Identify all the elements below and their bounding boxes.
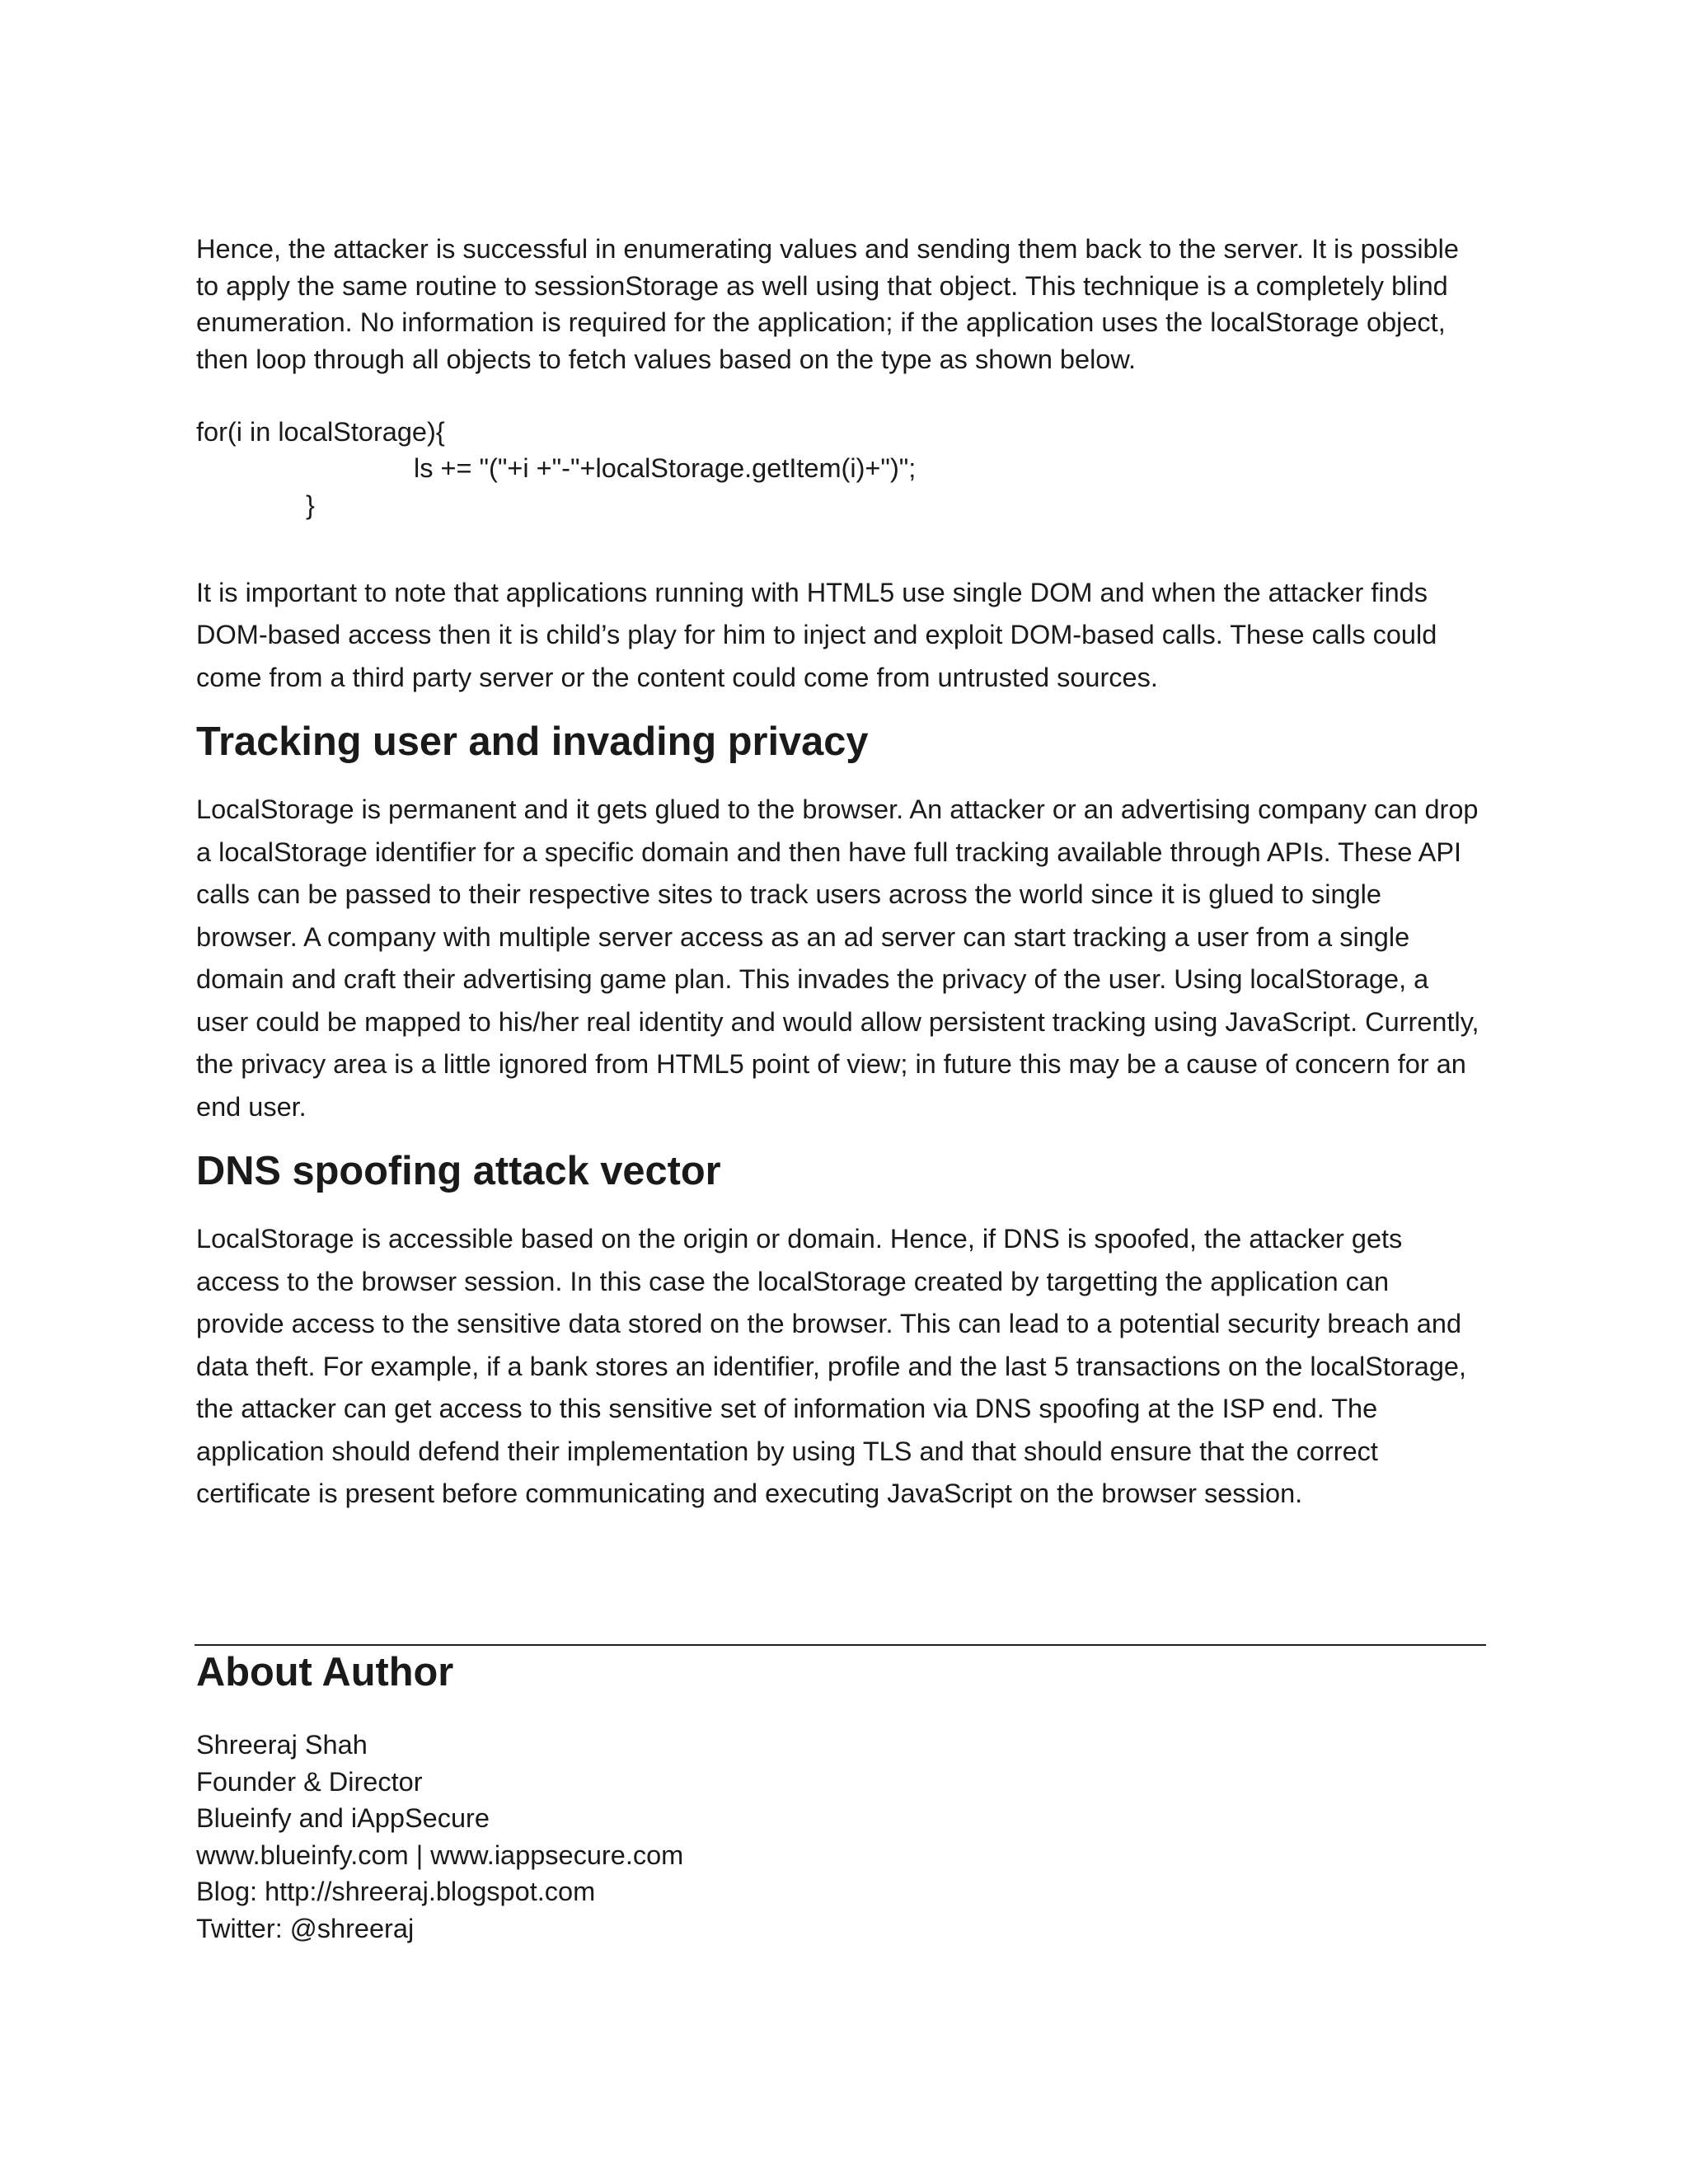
author-company: Blueinfy and iAppSecure: [196, 1803, 490, 1834]
author-name: Shreeraj Shah: [196, 1730, 368, 1760]
about-author-heading: About Author: [196, 1650, 454, 1694]
author-blog[interactable]: Blog: http://shreeraj.blogspot.com: [196, 1877, 596, 1907]
author-twitter[interactable]: Twitter: @shreeraj: [196, 1913, 415, 1943]
article-body: [196, 231, 1482, 1516]
about-author-section: [196, 1650, 1482, 1947]
dns-paragraph: LocalStorage is accessible based on the origin or domain. Hence, if DNS is spoofed, the attacker gets access to the browser session. In this case the localStorage created by targetting the application can provide access to the sensitive data stored on the browser. This can lead to a potential security breach and data theft. For example, if a bank stores an identifier, profile and the last 5 transactions on the localStorage, the attacker can get access to this sensitive set of information via DNS spoofing at the ISP end. The application should defend their implementation by using TLS and that should ensure that the correct certificate is present before communicating and executing JavaScript on the browser session.: [196, 1224, 1467, 1509]
intro-paragraph: Hence, the attacker is successful in enumerating values and sending them back to the server. It is possible to apply the same routine to sessionStorage as well using that object. This technique is a completely blind enumeration. No information is required for the application; if the application uses the localStorage object, then loop through all objects to fetch values based on the type as shown below.: [196, 234, 1459, 375]
tracking-paragraph: LocalStorage is permanent and it gets glued to the browser. An attacker or an advertising company can drop a localStorage identifier for a specific domain and then have full tracking available through APIs. These API calls can be passed to their respective sites to track users across the world since it is glued to single browser. A company with multiple server access as an ad server can start tracking a user from a single domain and craft their advertising game plan. This invades the privacy of the user. Using localStorage, a user could be mapped to his/her real identity and would allow persistent tracking using JavaScript. Currently, the privacy area is a little ignored from HTML5 point of view; in future this may be a cause of concern for an end user.: [196, 794, 1479, 1122]
code-line-2: ls += "("+i +"-"+localStorage.getItem(i)+")";: [414, 453, 917, 484]
code-line-3: }: [306, 490, 315, 520]
tracking-heading: Tracking user and invading privacy: [196, 719, 869, 765]
author-websites[interactable]: www.blueinfy.com | www.iappsecure.com: [196, 1840, 684, 1870]
code-line-1: for(i in localStorage){: [196, 416, 445, 447]
code-snippet: [196, 414, 1482, 524]
dom-note-paragraph: It is important to note that applications running with HTML5 use single DOM and when the attacker finds DOM-based access then it is child’s play for him to inject and exploit DOM-based calls. These calls could come from a third party server or the content could come from untrusted sources.: [196, 577, 1437, 692]
author-title: Founder & Director: [196, 1766, 423, 1797]
section-divider: [195, 1644, 1486, 1646]
dns-heading: DNS spoofing attack vector: [196, 1149, 721, 1194]
